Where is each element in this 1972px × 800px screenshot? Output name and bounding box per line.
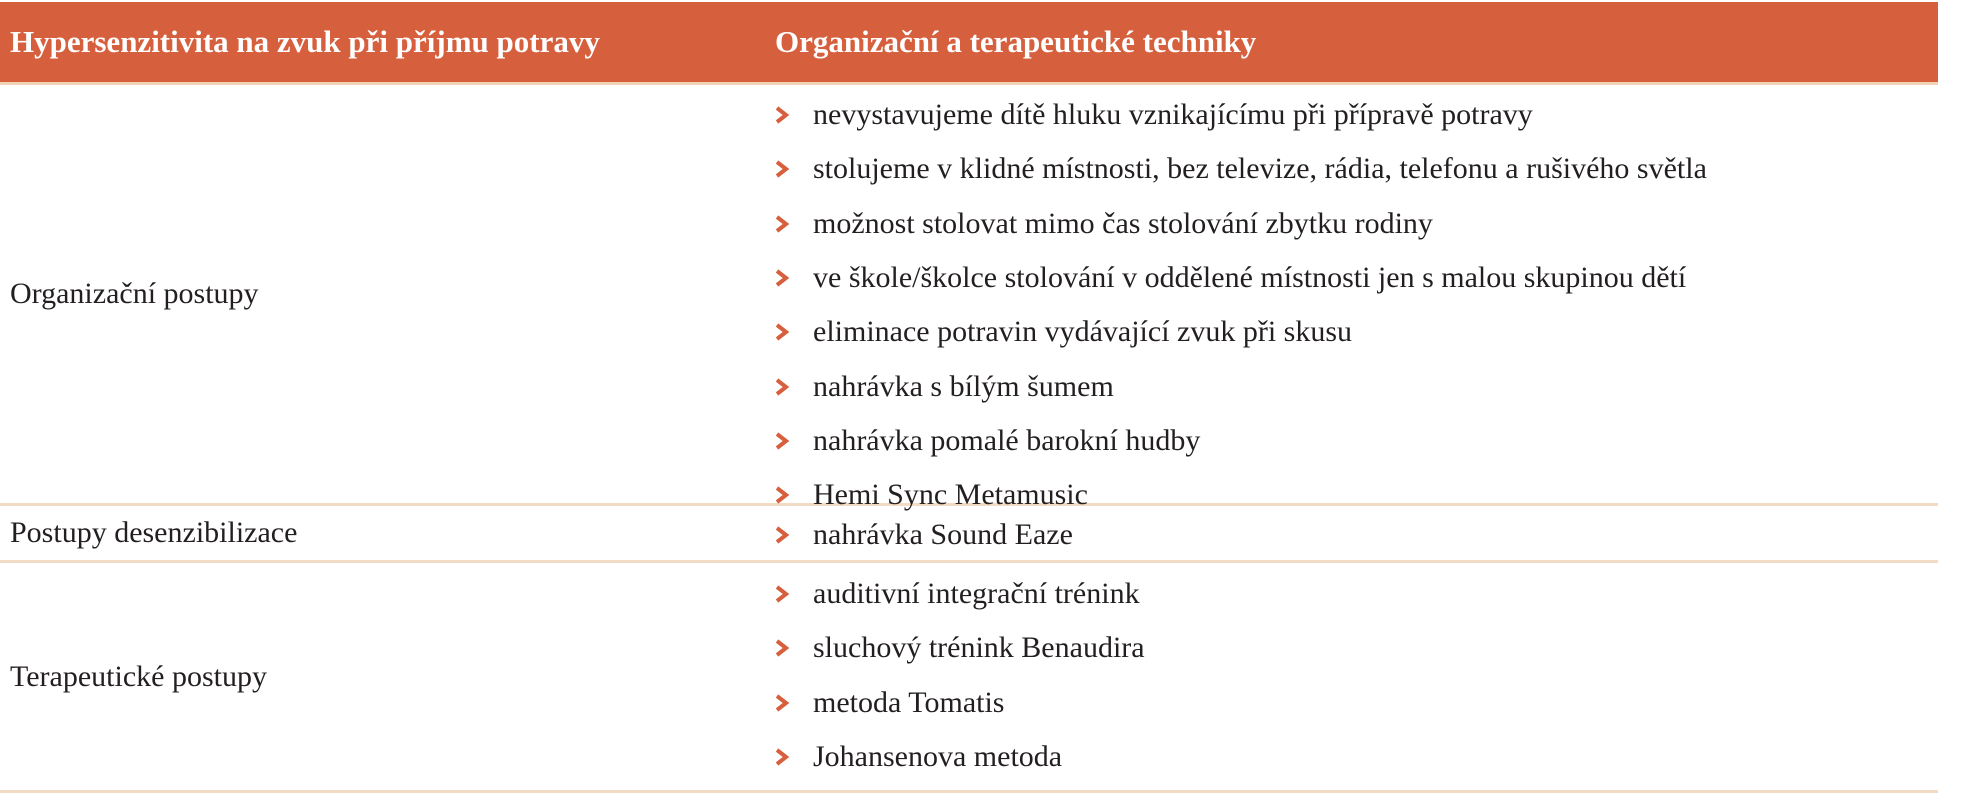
header-col1: Hypersenzitivita na zvuk při příjmu potravy (10, 24, 600, 59)
list-item (775, 251, 1938, 305)
chevron-right-icon (775, 426, 813, 456)
chevron-right-icon (775, 154, 813, 184)
list-item (775, 359, 1938, 413)
list-item-text: Johansenova metoda (813, 740, 1063, 774)
list-item (775, 197, 1938, 251)
list-item-text: stolujeme v klidné místnosti, bez televize, rádia, telefonu a rušivého světla (813, 152, 1707, 186)
chevron-right-icon (775, 263, 813, 293)
chevron-right-icon (775, 633, 813, 663)
techniques-table (0, 2, 1938, 793)
row-label: Terapeutické postupy (10, 659, 267, 693)
list-item-text: metoda Tomatis (813, 685, 1005, 719)
list-item-text: nahrávka pomalé barokní hudby (813, 423, 1201, 457)
list-item (775, 305, 1938, 359)
row-items (775, 85, 1938, 512)
chevron-right-icon (775, 100, 813, 130)
table-row-desensitization (0, 506, 1938, 563)
row-items (775, 563, 1938, 790)
table-row-organizational (0, 85, 1938, 512)
chevron-right-icon (775, 688, 813, 718)
row-items (775, 506, 1938, 560)
list-item (775, 142, 1938, 196)
list-item (775, 621, 1938, 675)
list-item (775, 676, 1938, 730)
header-col2: Organizační a terapeutické techniky (775, 24, 1257, 59)
list-item (775, 567, 1938, 621)
chevron-right-icon (775, 579, 813, 609)
list-item (775, 730, 1938, 784)
chevron-right-icon (775, 372, 813, 402)
list-item-text: eliminace potravin vydávající zvuk při skusu (813, 315, 1353, 349)
chevron-right-icon (775, 209, 813, 239)
list-item-text: nevystavujeme dítě hluku vznikajícímu při přípravě potravy (813, 98, 1533, 132)
list-item (775, 88, 1938, 142)
chevron-right-icon (775, 742, 813, 772)
list-item-text: sluchový trénink Benaudira (813, 631, 1145, 665)
list-item-text: Hemi Sync Metamusic (813, 478, 1088, 512)
chevron-right-icon (775, 317, 813, 347)
list-item-text: ve škole/školce stolování v oddělené místnosti jen s malou skupinou dětí (813, 261, 1687, 295)
list-item-text: auditivní integrační trénink (813, 577, 1140, 611)
list-item (775, 508, 1938, 562)
chevron-right-icon (775, 520, 813, 550)
table-header (0, 2, 1938, 85)
list-item-text: nahrávka Sound Eaze (813, 518, 1073, 552)
list-item (775, 414, 1938, 468)
list-item-text: nahrávka s bílým šumem (813, 369, 1114, 403)
row-label: Organizační postupy (10, 277, 259, 310)
table-row-therapeutic (0, 563, 1938, 793)
row-label: Postupy desenzibilizace (10, 516, 298, 549)
list-item-text: možnost stolovat mimo čas stolování zbytku rodiny (813, 206, 1433, 240)
